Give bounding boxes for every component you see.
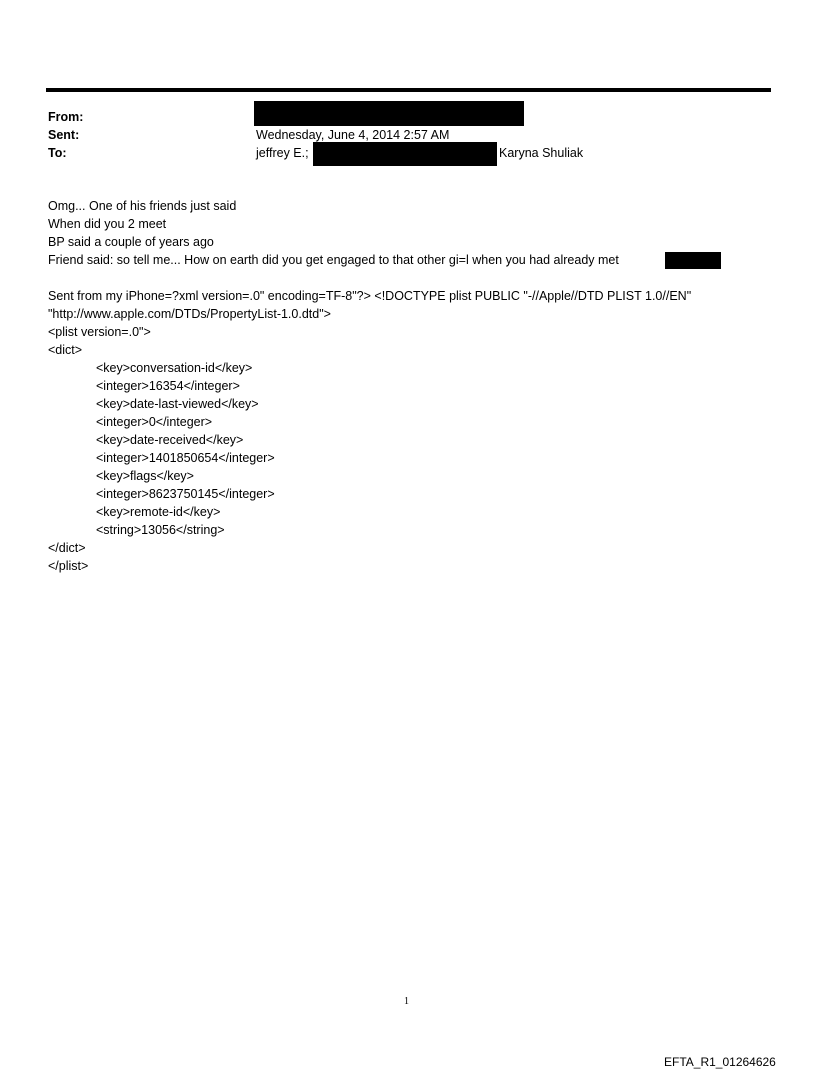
dict-entry: <string>13056</string> bbox=[96, 523, 225, 537]
dict-entry: <integer>1401850654</integer> bbox=[96, 451, 275, 465]
to-label: To: bbox=[48, 146, 67, 160]
redaction-name bbox=[665, 252, 721, 269]
dict-entry: <key>date-received</key> bbox=[96, 433, 244, 447]
dict-entry: <key>flags</key> bbox=[96, 469, 194, 483]
signature-line: Sent from my iPhone=?xml version=.0" encoding=TF-8"?> <!DOCTYPE plist PUBLIC "-//Apple//DTD PLIST 1.0//EN" bbox=[48, 289, 692, 303]
message-line: When did you 2 meet bbox=[48, 217, 167, 231]
dict-entry: <integer>0</integer> bbox=[96, 415, 213, 429]
dict-entry: <integer>16354</integer> bbox=[96, 379, 240, 393]
message-line: Omg... One of his friends just said bbox=[48, 199, 237, 213]
dict-open: <dict> bbox=[48, 343, 83, 357]
dict-entry: <key>date-last-viewed</key> bbox=[96, 397, 259, 411]
to-last-recipient: Karyna Shuliak bbox=[499, 146, 584, 160]
dict-entry: <integer>8623750145</integer> bbox=[96, 487, 275, 501]
message-line: Friend said: so tell me... How on earth did you get engaged to that other gi=l when you had already met bbox=[48, 253, 619, 267]
to-first-recipient: jeffrey E.; bbox=[256, 146, 309, 160]
from-label: From: bbox=[48, 110, 84, 124]
plist-close: </plist> bbox=[48, 559, 89, 573]
sent-label: Sent: bbox=[48, 128, 80, 142]
redaction-from bbox=[254, 101, 524, 126]
page-number: 1 bbox=[404, 996, 409, 1007]
bates-number: EFTA_R1_01264626 bbox=[664, 1055, 776, 1069]
header-divider bbox=[46, 88, 771, 92]
dict-entry: <key>conversation-id</key> bbox=[96, 361, 253, 375]
dict-close: </dict> bbox=[48, 541, 86, 555]
message-line: BP said a couple of years ago bbox=[48, 235, 214, 249]
redaction-to bbox=[313, 142, 497, 166]
dict-entry: <key>remote-id</key> bbox=[96, 505, 221, 519]
plist-open: <plist version=.0"> bbox=[48, 325, 151, 339]
signature-line: "http://www.apple.com/DTDs/PropertyList-1.0.dtd"> bbox=[48, 307, 331, 321]
sent-value: Wednesday, June 4, 2014 2:57 AM bbox=[256, 128, 450, 142]
